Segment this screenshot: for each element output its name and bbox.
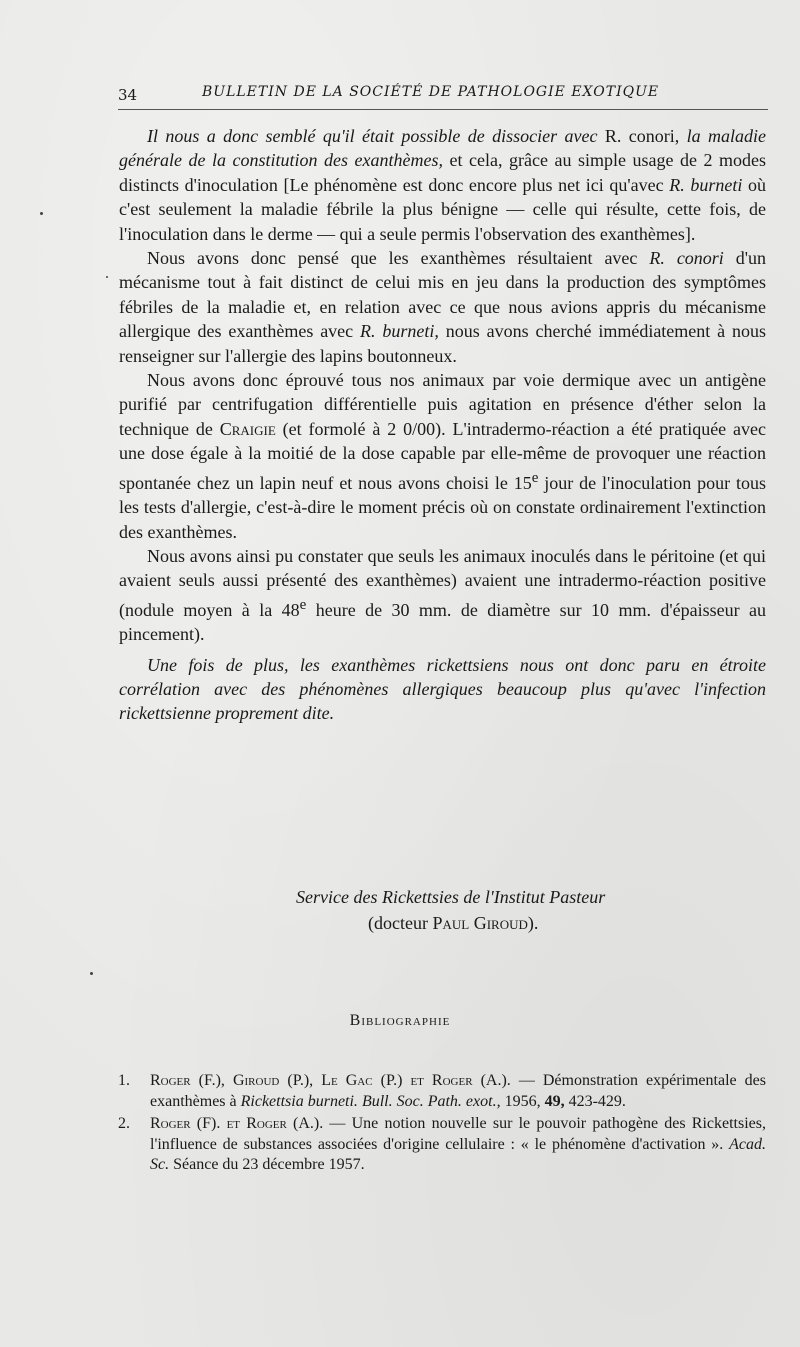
p1-text: et cela, grâce au simple usage de 2 modes distincts d'inoculation [Le phénomène est donc encore plus net ici qu'avec [119,150,767,195]
p1-text-end: où c'est seulement la maladie fébrile la plus bénigne — celle qui résulte, cette fois, de l'inoculation dans le derme — qui a seule permis l'observation des exanthèmes]. [119,174,767,244]
p3-text: Nous avons donc éprouvé tous nos animaux par voie dermique avec un antigène purifié par centrifugation différentielle puis agitation en présence d'éther selon la technique de [119,370,766,439]
paragraph-4 [119,544,766,647]
bibliography-heading: Bibliographie [349,1012,451,1029]
ink-speck [40,212,43,215]
page-header [118,82,768,108]
entry-species: Rickettsia burneti. [240,1092,358,1110]
running-title: BULLETIN DE LA SOCIÉTÉ DE PATHOLOGIE EXOTIQUE [202,84,660,100]
p2-text-end: nous avons cherché immédiatement à nous renseigner sur l'allergie des lapins boutonneux. [119,321,767,366]
paragraph-3 [119,368,766,544]
p1-species: R. conori, [604,126,680,146]
p2-text-mid: d'un mécanisme tout à fait distinct de celui mis en jeu dans la production des symptômes fébriles de la maladie et, en relation avec ce que nous avions appris du mécanisme allergique des exanthèmes avec [119,248,767,342]
ink-speck [90,972,93,975]
bibliography-entry [118,1114,766,1176]
entry-number: 2. [118,1115,130,1132]
p4-superscript: e [299,596,307,613]
entry-title: — Une notion nouvelle sur le pouvoir pathogène des Rickettsies, l'influence de substances associées d'origine cellulaire : « le phénomène d'activation ». [150,1115,767,1153]
doctor-prefix: (docteur [368,913,433,933]
entry-title: — Démonstration expérimentale des exanthèmes à [150,1072,766,1110]
p3-superscript: e [531,469,539,486]
p2-text: Nous avons donc pensé que les exanthèmes résultaient avec [147,248,638,269]
doctor-suffix: ). [527,913,539,933]
p2-species: R. conori [649,248,724,269]
page-number: 34 [118,86,138,104]
entry-volume: 49, [544,1092,565,1110]
entry-pages: 423-429. [564,1092,626,1110]
signature-doctor [296,910,766,936]
p3-author: Craigie [219,418,276,439]
entry-year: 1956, [500,1092,545,1110]
p3-text-mid: (et formolé à 2 0/00). L'intradermo-réaction a été pratiquée avec une dose égale à la moitié de la dose capable par elle-même de provoquer une réaction spontanée chez un lapin neuf et nous avons choisi le 15 [119,418,767,493]
p1-species-2: R. burneti [669,174,743,195]
bibliography-list [118,1071,766,1178]
paragraph-5: Une fois de plus, les exanthèmes rickettsiens nous ont donc paru en étroite corrélation avec des phénomènes allergiques beaucoup plus qu'avec l'infection rickettsienne proprement dite. [119,654,766,724]
p1-italic-lead: Il nous a donc semblé qu'il était possible de dissocier avec [147,126,598,146]
ink-speck [106,276,108,278]
entry-authors: Roger (F). et Roger (A.). [150,1115,324,1132]
entry-rest: Séance du 23 décembre 1957. [169,1156,365,1173]
paragraph-2 [119,246,766,368]
p4-text-end: heure de 30 mm. de diamètre sur 10 mm. d'épaisseur au pincement). [119,599,766,645]
entry-journal: Acad. Sc. [150,1135,766,1173]
signature [296,884,766,936]
bibliography-entry [118,1071,766,1112]
p2-species-2: R. burneti, [360,321,439,342]
p1-italic-clause: la maladie générale de la constitution des exanthèmes, [119,126,766,171]
p3-text-end: jour de l'inoculation pour tous les tests d'allergie, c'est-à-dire le moment précis où on constate ordinairement l'extinction des exanthèmes. [119,472,766,542]
paragraph-1 [119,124,766,246]
entry-journal: Bull. Soc. Path. exot., [357,1092,501,1110]
header-rule [118,109,768,110]
signature-service: Service des Rickettsies de l'Institut Pasteur [296,887,606,907]
entry-number: 1. [118,1072,130,1089]
entry-authors: Roger (F.), Giroud (P.), Le Gac (P.) et Roger (A.). [150,1072,511,1089]
p4-text: Nous avons ainsi pu constater que seuls les animaux inoculés dans le péritoine (et qui avaient seuls aussi présenté des exanthèmes) avaient une intradermo-réaction positive (nodule moyen à la 48 [119,545,766,620]
body-text [119,124,766,726]
doctor-name: Paul Giroud [432,913,528,933]
